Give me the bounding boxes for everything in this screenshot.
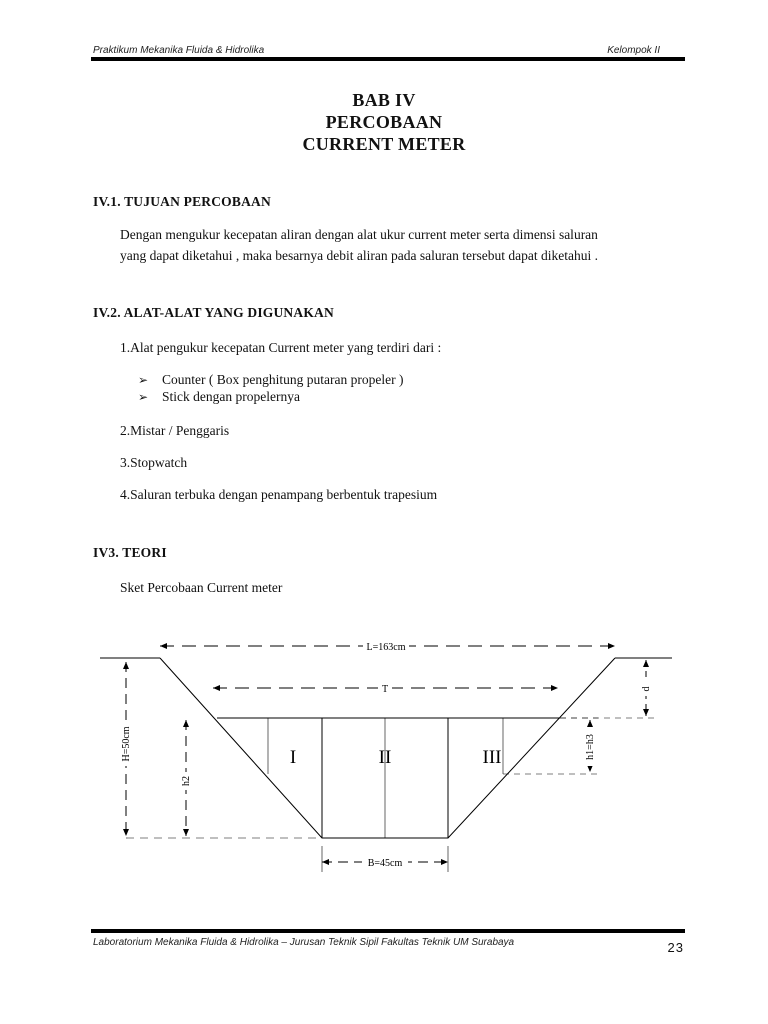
label-h2: h2 (181, 776, 192, 786)
zone-label-I: I (289, 747, 297, 768)
section-heading-teori: IV3. TEORI (93, 545, 167, 560)
figure-caption: Sket Percobaan Current meter (120, 580, 283, 595)
paragraph-line: Dengan mengukur kecepatan aliran dengan alat ukur current meter serta dimensi saluran (120, 227, 598, 242)
label-H: H=50cm (121, 726, 132, 762)
list-item: 2.Mistar / Penggaris (120, 423, 230, 438)
zone-label-III: III (482, 747, 502, 768)
header-left: Praktikum Mekanika Fluida & Hidrolika (93, 45, 265, 56)
bullet-text: Counter ( Box penghitung putaran propeler ) (162, 372, 404, 387)
footer-text: Laboratorium Mekanika Fluida & Hidrolika – Jurusan Teknik Sipil Fakultas Teknik UM Surabaya (93, 937, 515, 948)
list-item: 4.Saluran terbuka dengan penampang berbentuk trapesium (120, 487, 438, 502)
label-d: d (641, 686, 652, 692)
label-L: L=163cm (366, 642, 406, 653)
list-item: 1.Alat pengukur kecepatan Current meter yang terdiri dari : (120, 340, 442, 355)
chapter-subtitle: PERCOBAAN (325, 112, 443, 132)
zone-label-II: II (378, 747, 392, 768)
chapter-topic: CURRENT METER (302, 134, 466, 154)
header-right: Kelompok II (607, 45, 660, 56)
page-number: 23 (667, 940, 684, 955)
section-heading-tujuan: IV.1. TUJUAN PERCOBAAN (93, 194, 271, 209)
chapter-title: BAB IV (352, 90, 416, 110)
arrow-bullet-icon: ➢ (138, 390, 149, 404)
bullet-text: Stick dengan propelernya (162, 389, 300, 404)
paragraph-line: yang dapat diketahui , maka besarnya debit aliran pada saluran tersebut dapat diketahui . (120, 248, 598, 263)
list-item: 3.Stopwatch (120, 455, 188, 470)
label-T: T (381, 684, 389, 695)
section-heading-alat: IV.2. ALAT-ALAT YANG DIGUNAKAN (93, 305, 334, 320)
footer-rule (91, 929, 685, 933)
label-h1-h3: h1=h3 (585, 734, 596, 760)
arrow-bullet-icon: ➢ (138, 373, 149, 387)
label-B: B=45cm (367, 858, 403, 869)
